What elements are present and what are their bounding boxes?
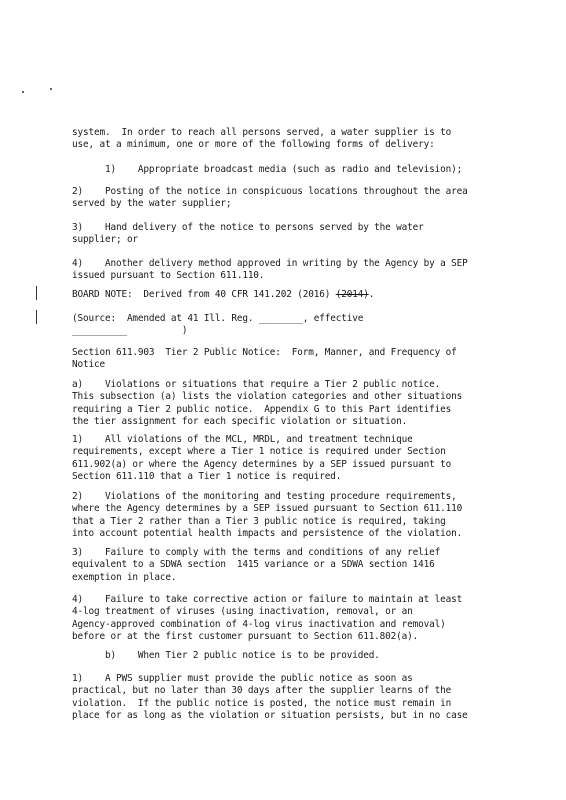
board-note-end: .: [368, 289, 375, 300]
item-broadcast-media: 1) Appropriate broadcast media (such as radio and television);: [72, 164, 463, 175]
board-note: [72, 289, 502, 301]
paragraph-a4: 4) Failure to take corrective action or failure to maintain at least 4-log treatment of viruses (using inactivation, removal, or an Agency-approved combination of 4-log virus inactivation and removal) before or at the first customer pursuant to Section 611.802(a).: [72, 594, 463, 643]
paragraph-a: a) Violations or situations that require a Tier 2 public notice. This subsection (a) lists the violation categories and other situations requiring a Tier 2 public notice. Appendix G to this Part identifies the tier assignment for each specific violation or situation.: [72, 379, 463, 428]
revision-bar: [36, 310, 37, 324]
source-blank-2: __________: [72, 325, 127, 336]
source-note-line2: [72, 325, 502, 337]
source-note-effective: , effective: [302, 313, 364, 324]
paragraph-b: b) When Tier 2 public notice is to be provided.: [72, 650, 380, 661]
paragraph-b1: 1) A PWS supplier must provide the public notice as soon as practical, but no later than 30 days after the supplier learns of the violation. If the public notice is posted, the notice must remain in place for as long as the violation or situation persists, but in no case: [72, 673, 468, 722]
item-posting-notice: 2) Posting of the notice in conspicuous locations throughout the area served by the water supplier;: [72, 186, 468, 210]
source-note-close: ): [126, 325, 188, 336]
paragraph-delivery-intro: system. In order to reach all persons served, a water supplier is to use, at a minimum, one or more of the following forms of delivery:: [72, 127, 452, 151]
scan-speck: [22, 91, 24, 93]
paragraph-a3: 3) Failure to comply with the terms and conditions of any relief equivalent to a SDWA section 1415 variance or a SDWA section 1416 exemption in place.: [72, 547, 441, 583]
item-other-delivery: 4) Another delivery method approved in writing by the Agency by a SEP issued pursuant to Section 611.110.: [72, 258, 468, 282]
item-hand-delivery: 3) Hand delivery of the notice to persons served by the water supplier; or: [72, 222, 424, 246]
board-note-text: BOARD NOTE: Derived from 40 CFR 141.202 (2016): [72, 289, 336, 300]
source-blank-1: ________: [258, 313, 303, 324]
paragraph-a1: 1) All violations of the MCL, MRDL, and treatment technique requirements, except where a Tier 1 notice is required under Section 611.902(a) or where the Agency determines by a SEP issued pursuant to Section 611.110 that a Tier 1 notice is required.: [72, 434, 452, 483]
revision-bar: [36, 286, 37, 300]
board-note-deleted-year: (2014): [335, 289, 369, 300]
source-note: [72, 313, 502, 325]
scan-speck: [50, 88, 52, 90]
paragraph-a2: 2) Violations of the monitoring and testing procedure requirements, where the Agency determines by a SEP issued pursuant to Section 611.110 that a Tier 2 rather than a Tier 3 public notice is required, taking into account potential health impacts and persistence of the violation.: [72, 491, 463, 540]
source-note-text: (Source: Amended at 41 Ill. Reg.: [72, 313, 259, 324]
section-heading: Section 611.903 Tier 2 Public Notice: Form, Manner, and Frequency of Notice: [72, 347, 457, 371]
